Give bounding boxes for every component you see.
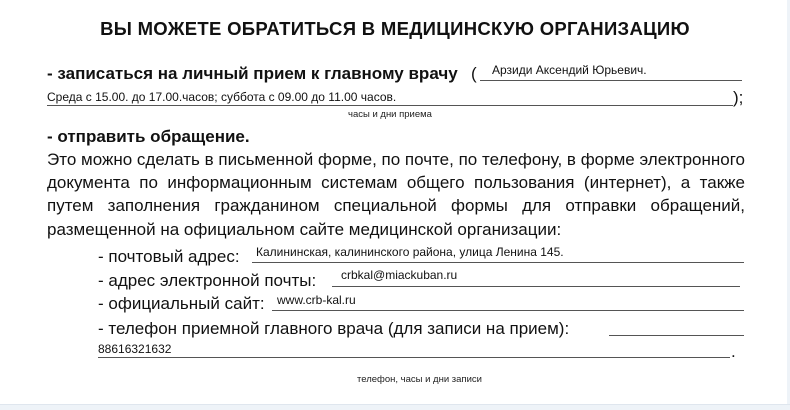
paragraph-line: документа по информационным системам общего пользования (интернет), а также xyxy=(47,173,745,193)
website-underline xyxy=(272,310,744,311)
schedule-underline xyxy=(47,105,733,106)
website-value: www.crb-kal.ru xyxy=(277,293,356,307)
phone-value: 88616321632 xyxy=(98,342,172,356)
phone-underline xyxy=(98,357,730,358)
phone-label-underline xyxy=(609,335,744,336)
phone-label: - телефон приемной главного врача (для записи на прием): xyxy=(98,319,570,338)
email-value: crbkal@miackuban.ru xyxy=(341,268,458,282)
paragraph-line: размещенной на официальном сайте медицинской организации: xyxy=(47,219,562,239)
email-underline xyxy=(332,286,740,287)
paragraph-line: путем заполнения гражданином специальной формы для отправки обращений, xyxy=(47,196,745,216)
paragraph-line: Это можно сделать в письменной форме, по почте, по телефону, в форме электронного xyxy=(47,150,745,169)
postal-address-value: Калининская, калининского района, улица Ленина 145. xyxy=(256,245,564,259)
appeal-paragraph xyxy=(47,148,745,241)
phone-caption: телефон, часы и дни записи xyxy=(357,374,482,385)
website-label: - официальный сайт: xyxy=(98,294,265,313)
appointment-close: ); xyxy=(733,88,744,107)
frame-edge-bottom xyxy=(0,404,790,410)
appointment-open-paren: ( xyxy=(471,64,477,83)
appeal-label: - отправить обращение. xyxy=(47,127,250,146)
email-label: - адрес электронной почты: xyxy=(98,271,317,290)
doctor-name: Арзиди Аксендий Юрьевич. xyxy=(492,63,647,77)
appointment-schedule: Среда с 15.00. до 17.00.часов; суббота с 09.00 до 11.00 часов. xyxy=(47,90,397,104)
phone-end-period: . xyxy=(731,342,736,361)
page-title: ВЫ МОЖЕТЕ ОБРАТИТЬСЯ В МЕДИЦИНСКУЮ ОРГАНИЗАЦИЮ xyxy=(100,18,690,39)
postal-address-label: - почтовый адрес: xyxy=(98,247,240,266)
postal-address-underline xyxy=(252,262,744,263)
schedule-caption: часы и дни приема xyxy=(348,109,432,120)
doctor-name-underline xyxy=(480,80,742,81)
appointment-label: - записаться на личный прием к главному врачу xyxy=(47,64,458,83)
